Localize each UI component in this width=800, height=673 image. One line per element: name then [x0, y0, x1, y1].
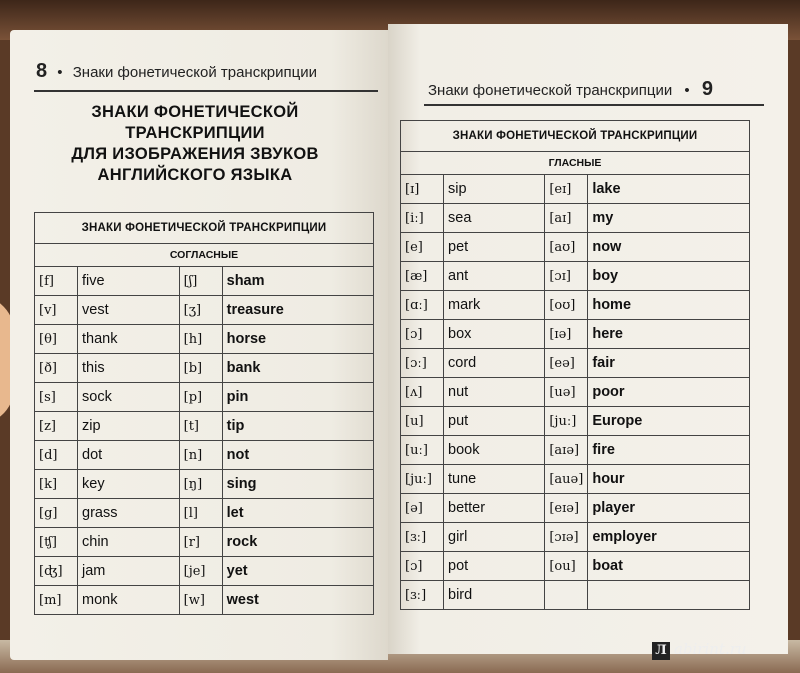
left-running-title: Знаки фонетической транскрипции: [72, 64, 317, 81]
example-word: bank: [222, 354, 373, 383]
example-word: bird: [444, 581, 545, 610]
table-row: [401, 523, 750, 552]
example-word: jam: [78, 557, 180, 586]
transcription-symbol: [aʊ]: [545, 233, 588, 262]
example-word: put: [444, 407, 545, 436]
transcription-symbol: [g]: [35, 499, 78, 528]
transcription-symbol: [n]: [179, 441, 222, 470]
left-bullet: •: [57, 64, 63, 81]
transcription-symbol: [aɪ]: [545, 204, 588, 233]
transcription-symbol: [ɑː]: [401, 291, 444, 320]
consonants-table: [34, 212, 374, 615]
example-word: hour: [588, 465, 750, 494]
transcription-symbol: [545, 581, 588, 610]
example-word: thank: [78, 325, 180, 354]
table-row: [401, 204, 750, 233]
transcription-symbol: [juː]: [401, 465, 444, 494]
table-row: [35, 499, 374, 528]
table-row: [35, 296, 374, 325]
right-running-title: Знаки фонетической транскрипции: [428, 82, 673, 99]
example-word: better: [444, 494, 545, 523]
left-page-number: 8: [36, 60, 48, 82]
transcription-symbol: [ʃ]: [179, 267, 222, 296]
example-word: lake: [588, 175, 750, 204]
transcription-symbol: [ʧ]: [35, 528, 78, 557]
transcription-symbol: [ɔ]: [401, 320, 444, 349]
transcription-symbol: [eɪə]: [545, 494, 588, 523]
transcription-symbol: [ɔɪə]: [545, 523, 588, 552]
table-row: [401, 552, 750, 581]
example-word: my: [588, 204, 750, 233]
transcription-symbol: [ou]: [545, 552, 588, 581]
transcription-symbol: [p]: [179, 383, 222, 412]
transcription-symbol: [d]: [35, 441, 78, 470]
transcription-symbol: [w]: [179, 586, 222, 615]
example-word: boat: [588, 552, 750, 581]
example-word: book: [444, 436, 545, 465]
example-word: pet: [444, 233, 545, 262]
example-word: cord: [444, 349, 545, 378]
table-row: [401, 320, 750, 349]
transcription-symbol: [e]: [401, 233, 444, 262]
example-word: sock: [78, 383, 180, 412]
table-row: [401, 494, 750, 523]
transcription-symbol: [ɜː]: [401, 581, 444, 610]
transcription-symbol: [uː]: [401, 436, 444, 465]
table-header: ЗНАКИ ФОНЕТИЧЕСКОЙ ТРАНСКРИПЦИИ: [35, 213, 374, 244]
title-line: ДЛЯ ИЗОБРАЖЕНИЯ ЗВУКОВ: [71, 145, 319, 163]
transcription-symbol: [ʤ]: [35, 557, 78, 586]
table-row: [35, 441, 374, 470]
table-row: [401, 349, 750, 378]
watermark-text: abirint.ru: [674, 640, 747, 658]
table-header: ЗНАКИ ФОНЕТИЧЕСКОЙ ТРАНСКРИПЦИИ: [401, 121, 750, 152]
example-word: key: [78, 470, 180, 499]
table-row: [35, 383, 374, 412]
transcription-symbol: [b]: [179, 354, 222, 383]
title-line: ТРАНСКРИПЦИИ: [125, 124, 265, 142]
transcription-symbol: [s]: [35, 383, 78, 412]
title-line: АНГЛИЙСКОГО ЯЗЫКА: [97, 166, 293, 184]
example-word: mark: [444, 291, 545, 320]
example-word: fair: [588, 349, 750, 378]
table-row: [35, 557, 374, 586]
transcription-symbol: [ʒ]: [179, 296, 222, 325]
right-head-rule: [424, 104, 764, 106]
transcription-symbol: [eə]: [545, 349, 588, 378]
transcription-symbol: [l]: [179, 499, 222, 528]
example-word: tip: [222, 412, 373, 441]
transcription-symbol: [oʊ]: [545, 291, 588, 320]
transcription-symbol: [auə]: [545, 465, 588, 494]
table-row: [35, 412, 374, 441]
example-word: [588, 581, 750, 610]
example-word: poor: [588, 378, 750, 407]
example-word: girl: [444, 523, 545, 552]
example-word: dot: [78, 441, 180, 470]
transcription-symbol: [ð]: [35, 354, 78, 383]
example-word: let: [222, 499, 373, 528]
left-head-rule: [34, 90, 378, 92]
example-word: not: [222, 441, 373, 470]
example-word: monk: [78, 586, 180, 615]
example-word: nut: [444, 378, 545, 407]
transcription-symbol: [iː]: [401, 204, 444, 233]
transcription-symbol: [u]: [401, 407, 444, 436]
example-word: sip: [444, 175, 545, 204]
example-word: yet: [222, 557, 373, 586]
transcription-symbol: [ə]: [401, 494, 444, 523]
table-subheader: СОГЛАСНЫЕ: [35, 244, 374, 267]
example-word: treasure: [222, 296, 373, 325]
table-row: [35, 470, 374, 499]
table-row: [35, 528, 374, 557]
transcription-symbol: [juː]: [545, 407, 588, 436]
table-row: [401, 175, 750, 204]
right-page: [388, 24, 788, 654]
table-row: [401, 378, 750, 407]
transcription-symbol: [r]: [179, 528, 222, 557]
transcription-symbol: [v]: [35, 296, 78, 325]
example-word: grass: [78, 499, 180, 528]
example-word: west: [222, 586, 373, 615]
transcription-symbol: [m]: [35, 586, 78, 615]
example-word: vest: [78, 296, 180, 325]
example-word: tune: [444, 465, 545, 494]
transcription-symbol: [uə]: [545, 378, 588, 407]
transcription-symbol: [k]: [35, 470, 78, 499]
example-word: zip: [78, 412, 180, 441]
table-subheader: ГЛАСНЫЕ: [401, 152, 750, 175]
transcription-symbol: [æ]: [401, 262, 444, 291]
transcription-symbol: [aɪə]: [545, 436, 588, 465]
example-word: sea: [444, 204, 545, 233]
example-word: rock: [222, 528, 373, 557]
transcription-symbol: [θ]: [35, 325, 78, 354]
example-word: here: [588, 320, 750, 349]
transcription-symbol: [f]: [35, 267, 78, 296]
transcription-symbol: [ɔː]: [401, 349, 444, 378]
example-word: this: [78, 354, 180, 383]
vowels-table: [400, 120, 750, 610]
right-bullet: •: [684, 82, 690, 99]
example-word: Europe: [588, 407, 750, 436]
transcription-symbol: [eɪ]: [545, 175, 588, 204]
transcription-symbol: [ɔ]: [401, 552, 444, 581]
title-line: ЗНАКИ ФОНЕТИЧЕСКОЙ: [91, 103, 299, 121]
example-word: player: [588, 494, 750, 523]
transcription-symbol: [t]: [179, 412, 222, 441]
example-word: pot: [444, 552, 545, 581]
example-word: boy: [588, 262, 750, 291]
right-running-head: [428, 78, 713, 101]
transcription-symbol: [je]: [179, 557, 222, 586]
example-word: chin: [78, 528, 180, 557]
table-row: [35, 354, 374, 383]
watermark-logo: Л: [652, 642, 670, 660]
transcription-symbol: [ŋ]: [179, 470, 222, 499]
watermark: [652, 640, 747, 660]
left-running-head: [36, 60, 317, 83]
page-title: [50, 102, 340, 186]
example-word: sing: [222, 470, 373, 499]
left-page: [10, 30, 388, 660]
example-word: pin: [222, 383, 373, 412]
example-word: home: [588, 291, 750, 320]
example-word: employer: [588, 523, 750, 552]
transcription-symbol: [ɪ]: [401, 175, 444, 204]
table-row: [401, 436, 750, 465]
table-row: [35, 325, 374, 354]
example-word: ant: [444, 262, 545, 291]
table-row: [401, 465, 750, 494]
table-row: [35, 586, 374, 615]
right-page-number: 9: [701, 78, 713, 100]
example-word: sham: [222, 267, 373, 296]
table-row: [401, 291, 750, 320]
example-word: now: [588, 233, 750, 262]
example-word: box: [444, 320, 545, 349]
table-row: [401, 233, 750, 262]
table-row: [401, 581, 750, 610]
transcription-symbol: [ʌ]: [401, 378, 444, 407]
example-word: fire: [588, 436, 750, 465]
transcription-symbol: [ɔɪ]: [545, 262, 588, 291]
table-row: [35, 267, 374, 296]
table-row: [401, 407, 750, 436]
example-word: horse: [222, 325, 373, 354]
transcription-symbol: [ɪə]: [545, 320, 588, 349]
table-row: [401, 262, 750, 291]
example-word: five: [78, 267, 180, 296]
transcription-symbol: [h]: [179, 325, 222, 354]
transcription-symbol: [ɜː]: [401, 523, 444, 552]
transcription-symbol: [z]: [35, 412, 78, 441]
